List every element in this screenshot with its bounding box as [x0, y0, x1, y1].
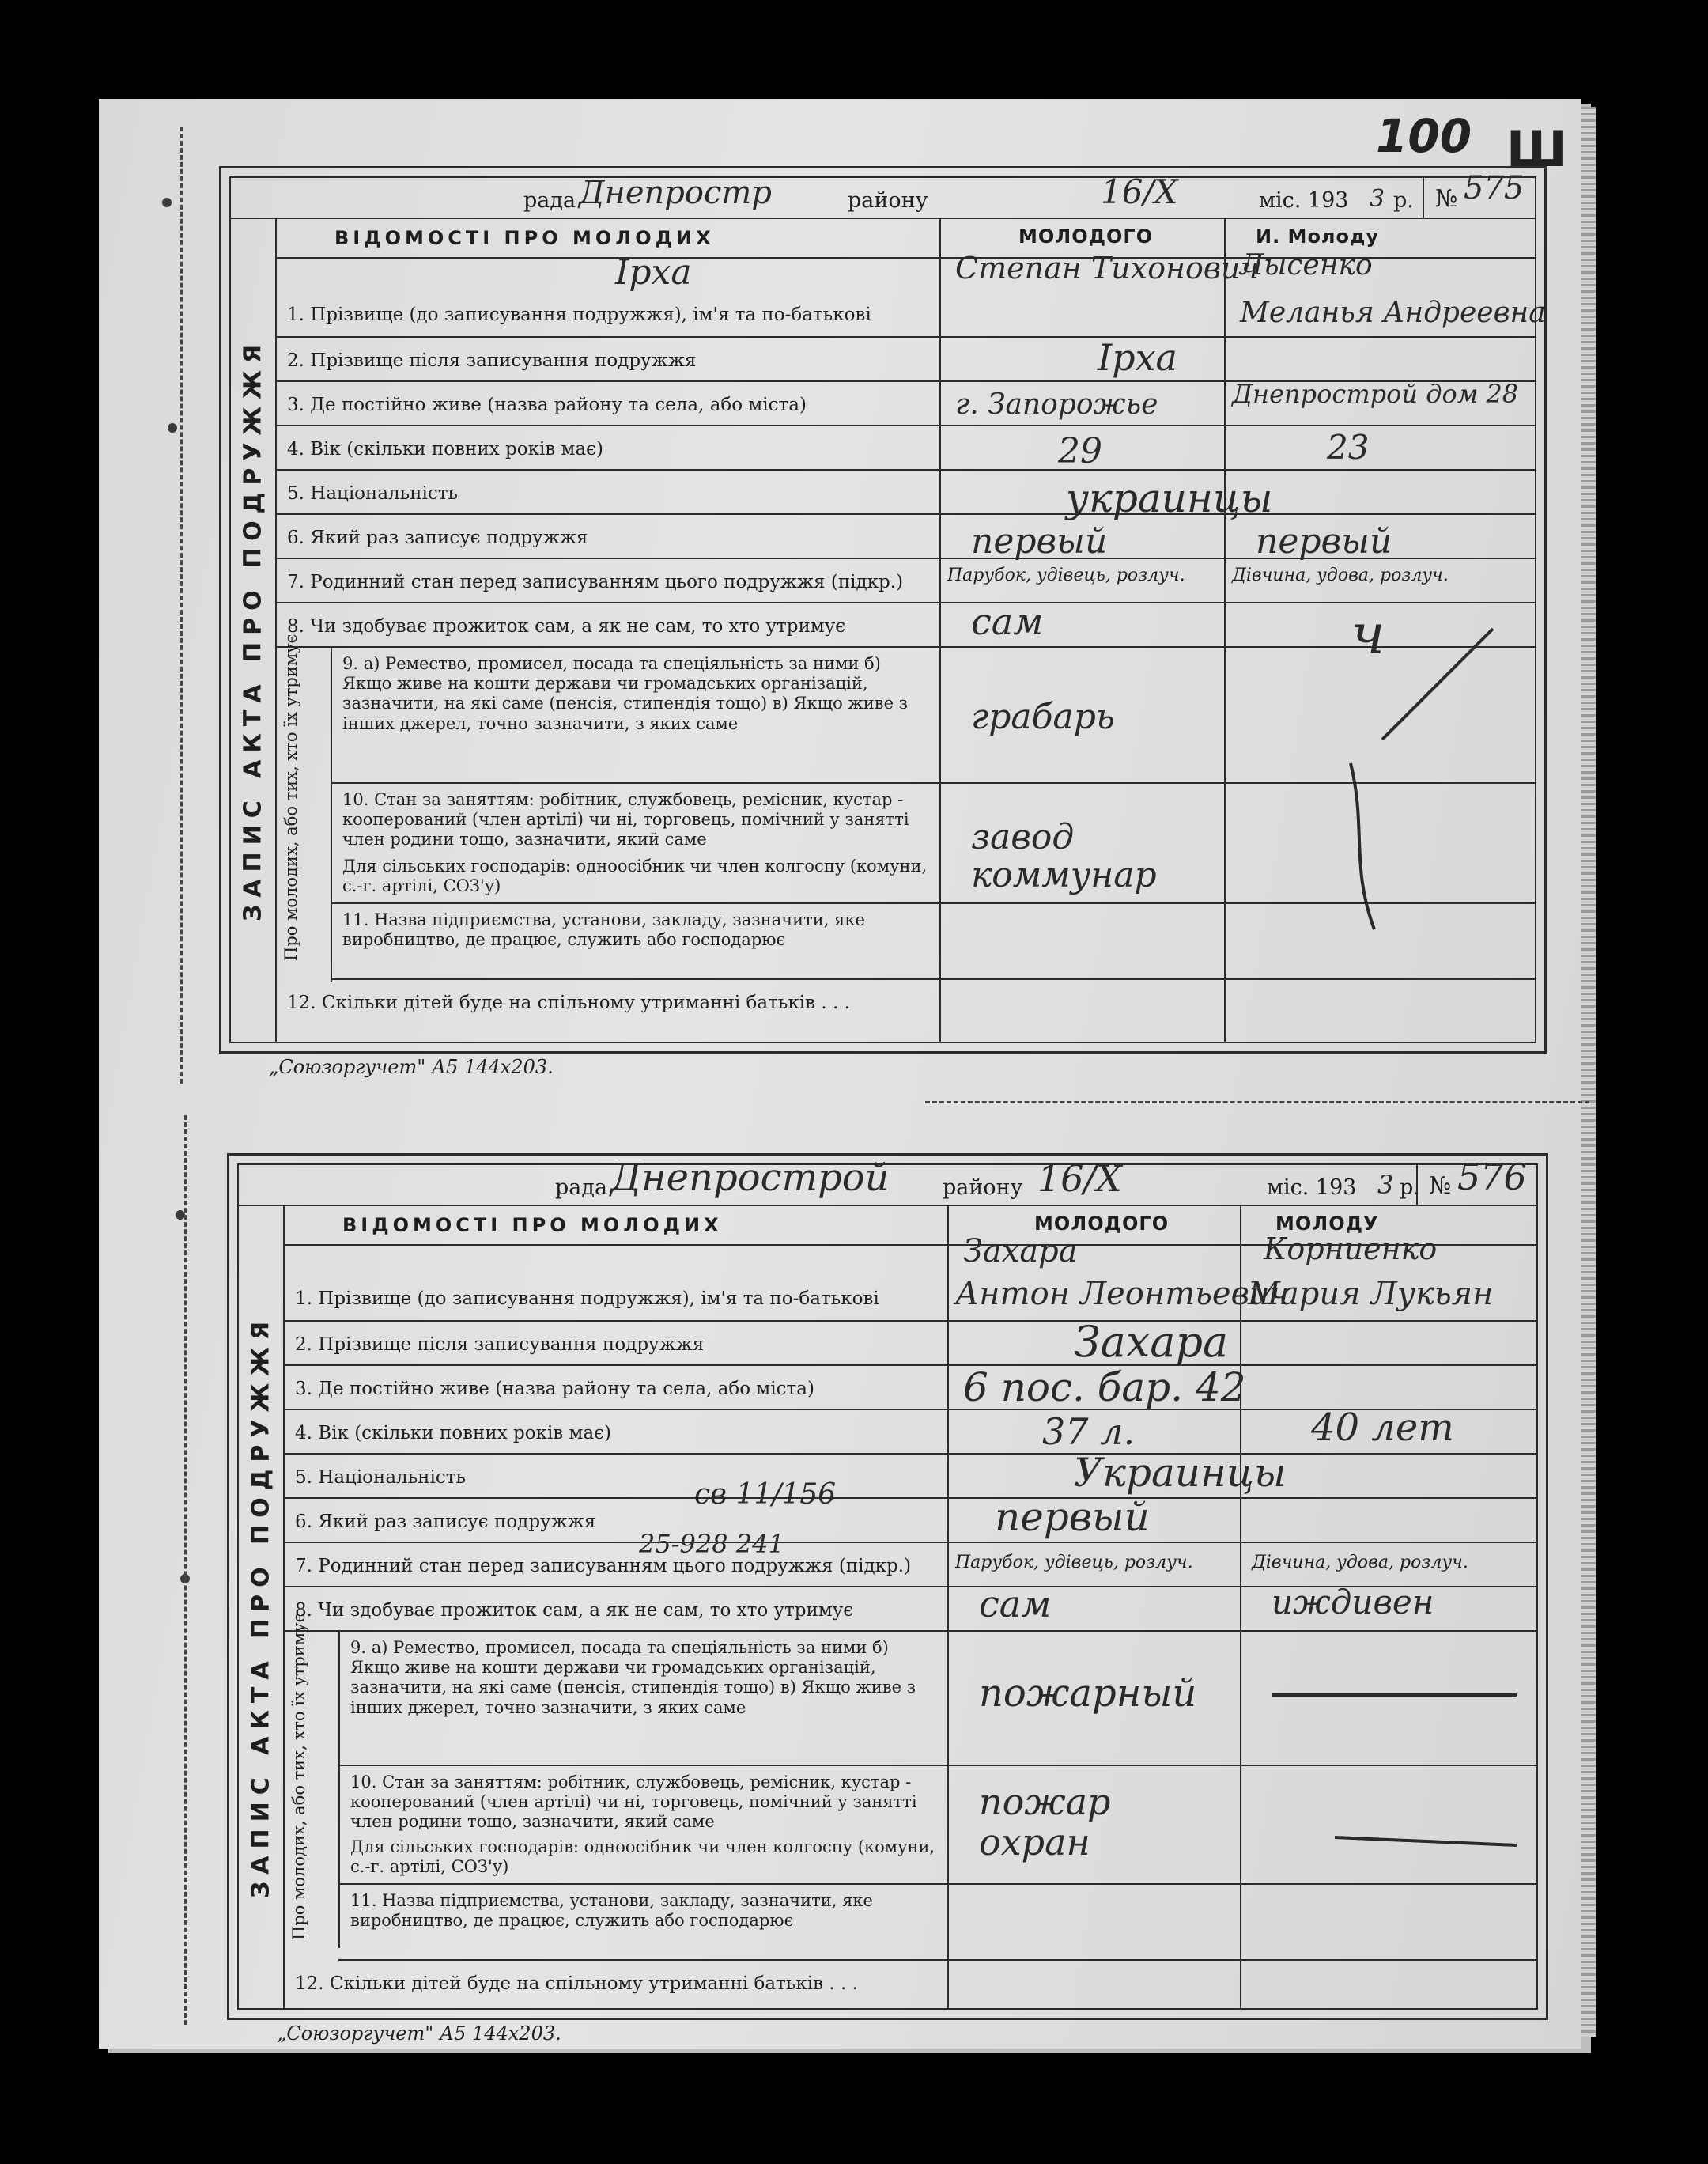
row10b-label: Для сільських господарів: одноосібник чи член колгоспу (комуни, с.-г. артілі, СОЗ'у)	[350, 1837, 935, 1877]
surname-after: Ірха	[1098, 336, 1177, 379]
side-title-column	[231, 218, 277, 1042]
row10-label: 10. Стан за заняттям: робітник, службовець, ремісник, кустар - кооперований (член артілі) чи ні, торговець, помічний у занятті член родини тощо, зазначити, який саме	[342, 790, 909, 849]
registry-stamp-2: 25-928 241	[639, 1529, 784, 1559]
row7-groom-options: Парубок, удівець, розлуч.	[947, 566, 1185, 585]
marriage-record-form-1	[219, 166, 1547, 1078]
groom-name: Степан Тихонович	[955, 251, 1260, 286]
punch-hole	[162, 198, 172, 207]
row1-label: 1. Прізвище (до записування подружжя), ім'я та по-батькові	[295, 1288, 879, 1309]
surname-after: Захара	[1074, 1317, 1229, 1367]
page-number: 100	[1376, 109, 1472, 163]
groom-marriage-count: первый	[995, 1494, 1150, 1540]
groom-name: Антон Леонтьевич	[955, 1276, 1290, 1312]
bride-dash-strokes	[275, 218, 1540, 1088]
raion-label: району	[848, 188, 928, 213]
month-year-label: міс. 193	[1259, 188, 1349, 213]
record-number-box	[1416, 1156, 1536, 1205]
groom-occupation: грабарь	[971, 697, 1115, 737]
rada-label: рада	[555, 1175, 608, 1200]
page-mark: Ш	[1506, 120, 1567, 178]
row7-groom-options: Парубок, удівець, розлуч.	[955, 1553, 1193, 1572]
no-label: №	[1429, 1172, 1452, 1200]
row6-label: 6. Який раз записує подружжя	[295, 1511, 596, 1532]
header-bride: И. Молоду	[1256, 225, 1380, 248]
row3-label: 3. Де постійно живе (назва району та села, або міста)	[295, 1379, 814, 1399]
side-title-column	[239, 1205, 285, 2008]
r-label: р.	[1393, 188, 1414, 213]
row2-label: 2. Прізвище після записування подружжя	[287, 350, 697, 371]
bride-dash-strokes	[283, 1205, 1548, 2075]
date-value: 16/X	[1101, 172, 1178, 211]
record-number-box	[1423, 170, 1535, 218]
month-year-label: міс. 193	[1267, 1175, 1357, 1200]
row5-label: 5. Національність	[287, 483, 459, 504]
row7-bride-options: Дівчина, удова, розлуч.	[1252, 1553, 1468, 1572]
groom-residence: г. Запорожье	[955, 388, 1158, 421]
groom-income: сам	[971, 600, 1044, 643]
row9-label: 9. а) Ремество, промисел, посада та спеціяльність за ними б) Якщо живе на кошти держави чи громадських організацій, зазначити, на які саме (пенсія, стипендія тощо) в) Якщо живе з інших джерел, точно зазначити, з яких саме	[342, 654, 909, 733]
punch-hole	[168, 423, 177, 433]
groom-income: сам	[979, 1583, 1052, 1625]
rada-value: Днепрострой	[610, 1156, 890, 1200]
row12-label: 12. Скільки дітей буде на спільному утриманні батьків . . .	[287, 993, 850, 1013]
page-edge	[1581, 107, 1596, 2037]
groom-residence: 6 пос. бар. 42	[963, 1364, 1246, 1410]
row9-label: 9. а) Ремество, промисел, посада та спеціяльність за ними б) Якщо живе на кошти держави чи громадських організацій, зазначити, на які саме (пенсія, стипендія тощо) в) Якщо живе з інших джерел, точно зазначити, з яких саме	[350, 1638, 916, 1717]
year-digit: 3	[1377, 1170, 1394, 1200]
row3-label: 3. Де постійно живе (назва району та села, або міста)	[287, 395, 807, 415]
row11-label: 11. Назва підприємства, установи, закладу, зазначити, яке виробництво, де працює, служить або господарює	[350, 1891, 873, 1931]
bride-name: Мария Лукьян	[1248, 1276, 1494, 1312]
row12-label: 12. Скільки дітей буде на спільному утриманні батьків . . .	[295, 1973, 858, 1994]
header-groom: МОЛОДОГО	[1018, 225, 1154, 248]
bride-residence: Днепрострой дом 28	[1232, 379, 1519, 409]
row8-label: 8. Чи здобуває прожиток сам, а як не сам, то хто утримує	[287, 616, 846, 637]
rada-label: рада	[523, 188, 576, 213]
row6-label: 6. Який раз записує подружжя	[287, 528, 588, 548]
row7-bride-options: Дівчина, удова, розлуч.	[1232, 566, 1449, 585]
raion-label: району	[943, 1175, 1023, 1200]
no-label: №	[1435, 185, 1458, 213]
row8-label: 8. Чи здобуває прожиток сам, а як не сам, то хто утримує	[295, 1600, 854, 1621]
record-number: 575	[1464, 170, 1525, 206]
nationality: украинцы	[1066, 475, 1273, 521]
registry-stamp: св 11/156	[694, 1478, 837, 1511]
row7-label: 7. Родинний стан перед записуванням цього подружжя (підкр.)	[287, 572, 904, 592]
bride-income: ч	[1351, 602, 1385, 667]
row4-label: 4. Вік (скільки повних років має)	[295, 1423, 612, 1443]
row2-label: 2. Прізвище після записування подружжя	[295, 1334, 705, 1355]
record-grid	[283, 1205, 1536, 2008]
year-digit: 3	[1370, 185, 1385, 213]
form-footer: „Союзоргучет" А5 144x203.	[269, 1056, 554, 1078]
marriage-record-form-2	[227, 1153, 1548, 2045]
form-footer: „Союзоргучет" А5 144x203.	[277, 2022, 561, 2045]
bride-name: Меланья Андреевна	[1240, 297, 1546, 329]
perforation-line	[184, 1115, 187, 2025]
record-grid	[275, 218, 1546, 1042]
groom-age: 29	[1058, 431, 1102, 471]
record-number: 576	[1457, 1156, 1527, 1198]
row7-label: 7. Родинний стан перед записуванням цього подружжя (підкр.)	[295, 1556, 912, 1576]
row5-label: 5. Національність	[295, 1467, 467, 1488]
row1-label: 1. Прізвище (до записування подружжя), ім'я та по-батькові	[287, 305, 871, 325]
groom-status: завод коммунар	[971, 817, 1157, 896]
form-header	[239, 1156, 1536, 1206]
row11-label: 11. Назва підприємства, установи, закладу, зазначити, яке виробництво, де працює, служить або господарює	[342, 910, 865, 950]
date-value: 16/X	[1037, 1157, 1122, 1200]
r-label: р.	[1400, 1175, 1420, 1200]
row4-label: 4. Вік (скільки повних років має)	[287, 439, 604, 460]
subside-label: Про молодих, або тих, хто їх утримує	[289, 1613, 308, 1940]
form-header	[231, 170, 1535, 219]
subside-label: Про молодих, або тих, хто їх утримує	[282, 634, 300, 961]
header-info: ВІДОМОСТІ ПРО МОЛОДИХ	[334, 227, 715, 249]
perforation-line	[180, 127, 183, 1084]
header-bride: МОЛОДУ	[1275, 1213, 1379, 1235]
rada-value: Днепростр	[579, 175, 772, 211]
bride-marriage-count: первый	[1256, 521, 1392, 562]
groom-age: 37 л.	[1042, 1410, 1136, 1453]
groom-surname-before: Захара	[963, 1233, 1078, 1269]
row10b-label: Для сільських господарів: одноосібник чи член колгоспу (комуни, с.-г. артілі, СОЗ'у)	[342, 857, 928, 896]
row10-label: 10. Стан за заняттям: робітник, службовець, ремісник, кустар - кооперований (член артілі) чи ні, торговець, помічний у занятті член родини тощо, зазначити, який саме	[350, 1772, 917, 1832]
perforation-line	[925, 1101, 1589, 1103]
bride-age: 40 лет	[1311, 1405, 1454, 1450]
nationality: Украинцы	[1074, 1450, 1287, 1496]
header-groom: МОЛОДОГО	[1034, 1213, 1170, 1235]
side-title: ЗАПИС АКТА ПРО ПОДРУЖЖЯ	[247, 1314, 275, 1899]
groom-occupation: пожарный	[979, 1671, 1197, 1716]
groom-marriage-count: первый	[971, 521, 1108, 562]
groom-surname-before: Ірха	[615, 252, 692, 293]
bride-age: 23	[1327, 428, 1370, 467]
side-title: ЗАПИС АКТА ПРО ПОДРУЖЖЯ	[239, 337, 267, 922]
bride-income: иждивен	[1272, 1583, 1434, 1621]
groom-status: пожар охран	[979, 1780, 1111, 1863]
header-info: ВІДОМОСТІ ПРО МОЛОДИХ	[342, 1214, 723, 1236]
bride-surname-before: Корниенко	[1264, 1231, 1438, 1266]
bride-surname-before: Лысенко	[1240, 249, 1373, 282]
